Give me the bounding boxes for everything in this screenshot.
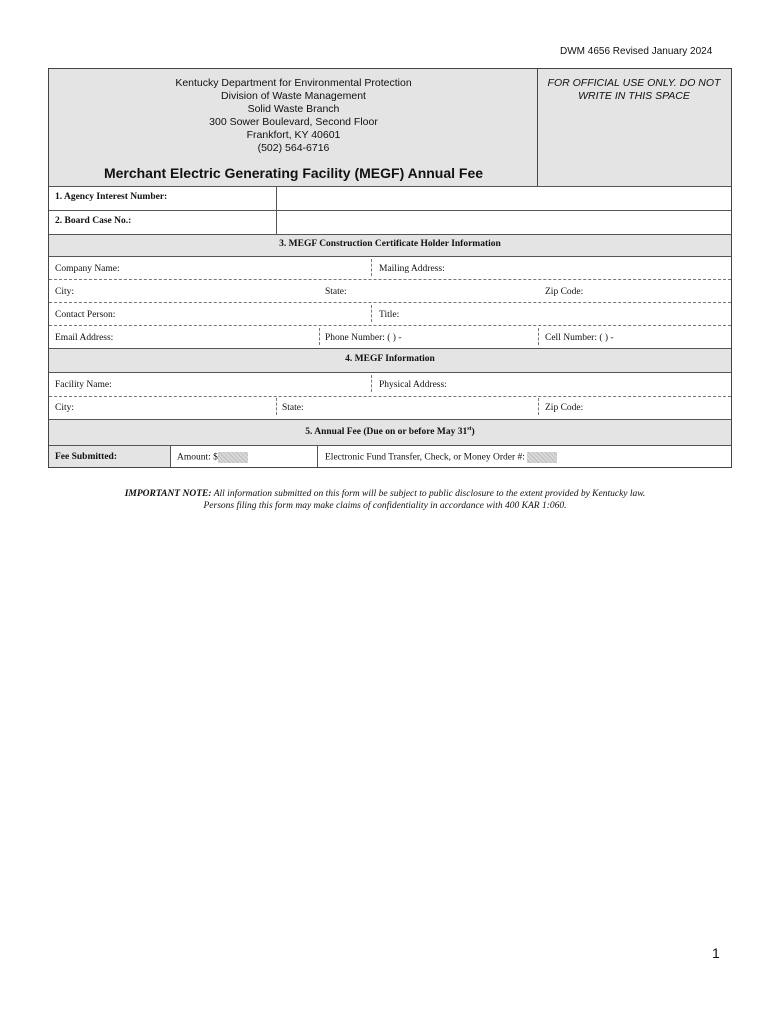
- form-revision: DWM 4656 Revised January 2024: [560, 46, 713, 57]
- holder-state-label: State:: [325, 287, 347, 297]
- section4-heading: 4. MEGF Information: [345, 354, 435, 364]
- page-number: 1: [712, 945, 720, 961]
- facility-state-label: State:: [282, 403, 304, 413]
- agency-interest-input[interactable]: [277, 187, 731, 209]
- payment-method-label: Electronic Fund Transfer, Check, or Money Order #:: [325, 452, 557, 463]
- holder-zip-label: Zip Code:: [545, 287, 584, 297]
- official-use-text: FOR OFFICIAL USE ONLY. DO NOT WRITE IN THIS SPACE: [547, 77, 721, 102]
- agency-interest-label: 1. Agency Interest Number:: [55, 192, 168, 202]
- note-line2: Persons filing this form may make claims of confidentiality in accordance with 400 KAR 1:060.: [203, 501, 567, 511]
- division-name: Division of Waste Management: [221, 90, 366, 102]
- facility-name-label: Facility Name:: [55, 380, 112, 390]
- payment-number-input[interactable]: [527, 452, 557, 463]
- facility-zip-label: Zip Code:: [545, 403, 584, 413]
- fee-submitted-label: Fee Submitted:: [55, 452, 118, 462]
- section5-heading: 5. Annual Fee (Due on or before May 31st): [305, 426, 475, 438]
- physical-address-label: Physical Address:: [379, 380, 447, 390]
- city-state-zip: Frankfort, KY 40601: [246, 129, 341, 141]
- amount-label: Amount: $: [177, 452, 248, 463]
- holder-city-label: City:: [55, 287, 75, 297]
- note-line1: All information submitted on this form will be subject to public disclosure to the extent provided by Kentucky law.: [211, 489, 646, 499]
- facility-city-label: City:: [55, 403, 75, 413]
- board-case-label: 2. Board Case No.:: [55, 216, 132, 226]
- amount-input[interactable]: [218, 452, 248, 463]
- branch-name: Solid Waste Branch: [247, 103, 340, 115]
- company-name-label: Company Name:: [55, 264, 120, 274]
- important-note: [60, 488, 710, 512]
- mailing-address-label: Mailing Address:: [379, 264, 445, 274]
- form-title: Merchant Electric Generating Facility (MEGF) Annual Fee: [103, 165, 484, 181]
- megf-fee-form: [48, 68, 732, 468]
- email-label: Email Address:: [55, 333, 114, 343]
- section3-heading: 3. MEGF Construction Certificate Holder Information: [279, 239, 501, 249]
- note-lead: IMPORTANT NOTE:: [124, 489, 212, 499]
- board-case-input[interactable]: [277, 211, 731, 233]
- cell-label: Cell Number: ( ) -: [545, 333, 614, 343]
- street-address: 300 Sower Boulevard, Second Floor: [209, 116, 378, 128]
- contact-person-label: Contact Person:: [55, 310, 116, 320]
- phone-label: Phone Number: ( ) -: [325, 333, 402, 343]
- agency-name: Kentucky Department for Environmental Protection: [175, 77, 412, 89]
- contact-title-label: Title:: [379, 310, 400, 320]
- agency-phone: (502) 564-6716: [257, 142, 330, 154]
